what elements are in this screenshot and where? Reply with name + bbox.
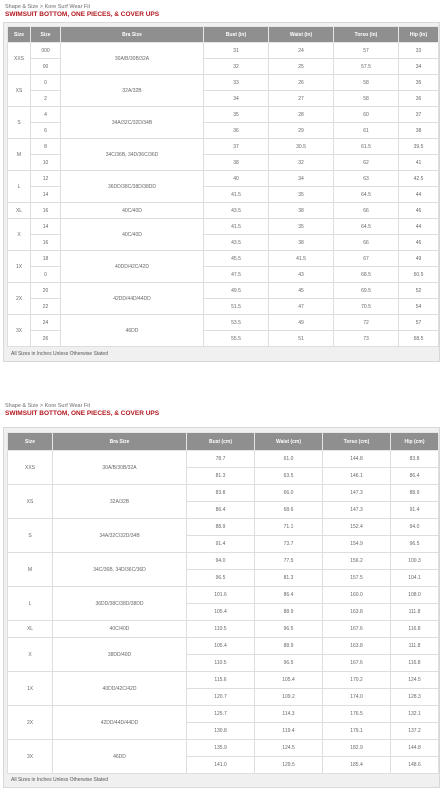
column-header: Hip (in) [399, 27, 439, 43]
waist-cell: 63.5 [255, 468, 323, 485]
table-row [8, 740, 439, 757]
bust-cell: 94.0 [187, 553, 255, 570]
column-header: Bust (cm) [187, 433, 255, 451]
column-header: Bra Size [61, 27, 204, 43]
torso-cell: 66 [334, 203, 399, 219]
hip-cell: 44 [399, 219, 439, 235]
bust-cell: 125.7 [187, 706, 255, 723]
column-header: Waist (cm) [255, 433, 323, 451]
size-label-cell: 3X [8, 740, 53, 774]
bust-cell: 55.5 [204, 331, 269, 347]
waist-cell: 38 [269, 235, 334, 251]
table-row [8, 315, 439, 331]
bust-cell: 105.4 [187, 638, 255, 655]
bust-cell: 45.5 [204, 251, 269, 267]
table-row [8, 587, 439, 604]
size-label-cell: S [8, 107, 31, 139]
hip-cell: 148.6 [391, 757, 439, 774]
size-number-cell: 10 [31, 155, 61, 171]
hip-cell: 34 [399, 59, 439, 75]
size-label-cell: M [8, 139, 31, 171]
table-row [8, 283, 439, 299]
column-header: Hip (cm) [391, 433, 439, 451]
torso-cell: 69.5 [334, 283, 399, 299]
bust-cell: 31 [204, 43, 269, 59]
hip-cell: 128.3 [391, 689, 439, 706]
hip-cell: 124.5 [391, 672, 439, 689]
table-row [8, 203, 439, 219]
torso-cell: 68.5 [334, 267, 399, 283]
bra-size-cell: 40DD/42C/42D [61, 251, 204, 283]
torso-cell: 58 [334, 75, 399, 91]
size-number-cell: 6 [31, 123, 61, 139]
torso-cell: 64.5 [334, 187, 399, 203]
breadcrumb: Shape & Size > Kore Surf Wear Fit [5, 403, 91, 409]
torso-cell: 182.9 [323, 740, 391, 757]
bust-cell: 41.5 [204, 219, 269, 235]
table-row [8, 171, 439, 187]
torso-cell: 152.4 [323, 519, 391, 536]
size-number-cell: 26 [31, 331, 61, 347]
waist-cell: 119.4 [255, 723, 323, 740]
size-table-inches [7, 26, 439, 347]
bra-size-cell: 42DD/44D/44DD [53, 706, 187, 740]
waist-cell: 105.4 [255, 672, 323, 689]
size-label-cell: 1X [8, 672, 53, 706]
bust-cell: 91.4 [187, 536, 255, 553]
bust-cell: 81.3 [187, 468, 255, 485]
table-header-row [8, 433, 439, 451]
column-header: Torso (in) [334, 27, 399, 43]
chart-heading: SWIMSUIT BOTTOM, ONE PIECES, & COVER UPS [5, 11, 160, 18]
hip-cell: 94.0 [391, 519, 439, 536]
units-note: All Sizes in Inches Unless Otherwise Stated [11, 351, 108, 357]
waist-cell: 88.9 [255, 604, 323, 621]
bust-cell: 41.5 [204, 187, 269, 203]
waist-cell: 38 [269, 203, 334, 219]
bust-cell: 51.5 [204, 299, 269, 315]
torso-cell: 147.3 [323, 502, 391, 519]
hip-cell: 36 [399, 91, 439, 107]
table-row [8, 553, 439, 570]
size-number-cell: 14 [31, 187, 61, 203]
table-row [8, 621, 439, 638]
bra-size-cell: 30A/B/30B/32A [61, 43, 204, 75]
hip-cell: 132.1 [391, 706, 439, 723]
chart-heading: SWIMSUIT BOTTOM, ONE PIECES, & COVER UPS [5, 410, 160, 417]
torso-cell: 176.5 [323, 706, 391, 723]
hip-cell: 88.9 [391, 485, 439, 502]
waist-cell: 68.6 [255, 502, 323, 519]
units-note: All Sizes in Inches Unless Otherwise Stated [11, 777, 108, 783]
size-number-cell: 4 [31, 107, 61, 123]
size-number-cell: 22 [31, 299, 61, 315]
size-number-cell: 2 [31, 91, 61, 107]
waist-cell: 34 [269, 171, 334, 187]
hip-cell: 37 [399, 107, 439, 123]
bust-cell: 47.5 [204, 267, 269, 283]
torso-cell: 163.8 [323, 638, 391, 655]
waist-cell: 96.5 [255, 621, 323, 638]
torso-cell: 72 [334, 315, 399, 331]
hip-cell: 96.5 [391, 536, 439, 553]
bust-cell: 110.5 [187, 621, 255, 638]
bust-cell: 88.9 [187, 519, 255, 536]
bust-cell: 34 [204, 91, 269, 107]
hip-cell: 91.4 [391, 502, 439, 519]
size-number-cell: 8 [31, 139, 61, 155]
waist-cell: 45 [269, 283, 334, 299]
torso-cell: 62 [334, 155, 399, 171]
bra-size-cell: 34A/32C/32D/34B [61, 107, 204, 139]
hip-cell: 50.5 [399, 267, 439, 283]
column-header: Waist (in) [269, 27, 334, 43]
size-chart-cm-section [3, 402, 440, 788]
size-number-cell: 18 [31, 251, 61, 267]
waist-cell: 96.5 [255, 655, 323, 672]
torso-cell: 147.3 [323, 485, 391, 502]
table-row [8, 219, 439, 235]
hip-cell: 58.5 [399, 331, 439, 347]
size-number-cell: 16 [31, 203, 61, 219]
bra-size-cell: 46DD [61, 315, 204, 347]
waist-cell: 51 [269, 331, 334, 347]
torso-cell: 185.4 [323, 757, 391, 774]
waist-cell: 35 [269, 219, 334, 235]
waist-cell: 35 [269, 187, 334, 203]
torso-cell: 167.6 [323, 655, 391, 672]
bra-size-cell: 40C/40D [61, 219, 204, 251]
bra-size-cell: 36DD/38C/38D/38DD [61, 171, 204, 203]
breadcrumb: Shape & Size > Kore Surf Wear Fit [5, 4, 91, 10]
table-row [8, 638, 439, 655]
waist-cell: 30.5 [269, 139, 334, 155]
hip-cell: 39.5 [399, 139, 439, 155]
bust-cell: 101.6 [187, 587, 255, 604]
size-number-cell: 16 [31, 235, 61, 251]
size-number-cell: 24 [31, 315, 61, 331]
bust-cell: 83.8 [187, 485, 255, 502]
size-label-cell: 3X [8, 315, 31, 347]
bra-size-cell: 36DD/38C/38D/38DD [53, 587, 187, 621]
bra-size-cell: 34C/36B, 34D/36C/36D [61, 139, 204, 171]
waist-cell: 114.3 [255, 706, 323, 723]
column-header: Size [8, 433, 53, 451]
torso-cell: 174.0 [323, 689, 391, 706]
torso-cell: 57 [334, 43, 399, 59]
torso-cell: 61 [334, 123, 399, 139]
size-number-cell: 14 [31, 219, 61, 235]
bust-cell: 43.5 [204, 203, 269, 219]
size-label-cell: XXS [8, 451, 53, 485]
bust-cell: 110.5 [187, 655, 255, 672]
size-label-cell: XXS [8, 43, 31, 75]
hip-cell: 86.4 [391, 468, 439, 485]
torso-cell: 64.5 [334, 219, 399, 235]
hip-cell: 104.1 [391, 570, 439, 587]
torso-cell: 167.6 [323, 621, 391, 638]
hip-cell: 111.8 [391, 604, 439, 621]
torso-cell: 73 [334, 331, 399, 347]
torso-cell: 146.1 [323, 468, 391, 485]
bust-cell: 78.7 [187, 451, 255, 468]
size-number-cell: 0 [31, 267, 61, 283]
bra-size-cell: 34C/36B, 34D/36C/36D [53, 553, 187, 587]
bust-cell: 40 [204, 171, 269, 187]
hip-cell: 52 [399, 283, 439, 299]
hip-cell: 100.3 [391, 553, 439, 570]
hip-cell: 57 [399, 315, 439, 331]
waist-cell: 47 [269, 299, 334, 315]
hip-cell: 35 [399, 75, 439, 91]
waist-cell: 71.1 [255, 519, 323, 536]
waist-cell: 77.5 [255, 553, 323, 570]
table-row [8, 139, 439, 155]
bra-size-cell: 32A/32B [53, 485, 187, 519]
bust-cell: 37 [204, 139, 269, 155]
hip-cell: 42.5 [399, 171, 439, 187]
torso-cell: 57.5 [334, 59, 399, 75]
table-row [8, 672, 439, 689]
bust-cell: 120.7 [187, 689, 255, 706]
hip-cell: 111.8 [391, 638, 439, 655]
hip-cell: 116.8 [391, 655, 439, 672]
bra-size-cell: 38DD/40D [53, 638, 187, 672]
bust-cell: 38 [204, 155, 269, 171]
bust-cell: 49.5 [204, 283, 269, 299]
hip-cell: 83.8 [391, 451, 439, 468]
waist-cell: 81.3 [255, 570, 323, 587]
hip-cell: 41 [399, 155, 439, 171]
hip-cell: 33 [399, 43, 439, 59]
torso-cell: 67 [334, 251, 399, 267]
table-header-row [8, 27, 439, 43]
waist-cell: 25 [269, 59, 334, 75]
column-header: Torso (cm) [323, 433, 391, 451]
torso-cell: 179.1 [323, 723, 391, 740]
bust-cell: 33 [204, 75, 269, 91]
waist-cell: 129.5 [255, 757, 323, 774]
hip-cell: 38 [399, 123, 439, 139]
column-header: Bust (in) [204, 27, 269, 43]
torso-cell: 60 [334, 107, 399, 123]
bust-cell: 115.6 [187, 672, 255, 689]
chart-panel [3, 22, 440, 362]
torso-cell: 70.5 [334, 299, 399, 315]
size-number-cell: 00 [31, 59, 61, 75]
table-row [8, 43, 439, 59]
size-label-cell: 2X [8, 706, 53, 740]
hip-cell: 49 [399, 251, 439, 267]
size-label-cell: 1X [8, 251, 31, 283]
waist-cell: 49 [269, 315, 334, 331]
table-row [8, 107, 439, 123]
bust-cell: 105.4 [187, 604, 255, 621]
column-header: Size [31, 27, 61, 43]
waist-cell: 124.5 [255, 740, 323, 757]
bust-cell: 135.9 [187, 740, 255, 757]
bra-size-cell: 40C/40D [53, 621, 187, 638]
table-row [8, 485, 439, 502]
waist-cell: 41.5 [269, 251, 334, 267]
size-label-cell: X [8, 219, 31, 251]
hip-cell: 54 [399, 299, 439, 315]
bra-size-cell: 42DD/44D/44DD [61, 283, 204, 315]
bra-size-cell: 40DD/42C/42D [53, 672, 187, 706]
waist-cell: 109.2 [255, 689, 323, 706]
torso-cell: 170.2 [323, 672, 391, 689]
waist-cell: 32 [269, 155, 334, 171]
torso-cell: 160.0 [323, 587, 391, 604]
size-label-cell: XS [8, 485, 53, 519]
bra-size-cell: 46DD [53, 740, 187, 774]
waist-cell: 73.7 [255, 536, 323, 553]
torso-cell: 63 [334, 171, 399, 187]
size-number-cell: 20 [31, 283, 61, 299]
hip-cell: 46 [399, 203, 439, 219]
waist-cell: 29 [269, 123, 334, 139]
bust-cell: 130.8 [187, 723, 255, 740]
size-table-cm [7, 432, 439, 774]
bust-cell: 36 [204, 123, 269, 139]
torso-cell: 61.5 [334, 139, 399, 155]
size-label-cell: XS [8, 75, 31, 107]
bust-cell: 53.5 [204, 315, 269, 331]
size-label-cell: X [8, 638, 53, 672]
hip-cell: 108.0 [391, 587, 439, 604]
size-chart-inches-section [3, 3, 440, 362]
table-row [8, 251, 439, 267]
hip-cell: 44 [399, 187, 439, 203]
chart-panel [3, 427, 440, 788]
waist-cell: 88.9 [255, 638, 323, 655]
waist-cell: 24 [269, 43, 334, 59]
size-label-cell: XL [8, 203, 31, 219]
bra-size-cell: 40C/40D [61, 203, 204, 219]
size-number-cell: 000 [31, 43, 61, 59]
table-row [8, 706, 439, 723]
waist-cell: 28 [269, 107, 334, 123]
bra-size-cell: 30A/B/30B/32A [53, 451, 187, 485]
torso-cell: 163.8 [323, 604, 391, 621]
waist-cell: 27 [269, 91, 334, 107]
hip-cell: 144.8 [391, 740, 439, 757]
bra-size-cell: 34A/32C/32D/34B [53, 519, 187, 553]
size-label-cell: 2X [8, 283, 31, 315]
table-row [8, 519, 439, 536]
size-label-cell: XL [8, 621, 53, 638]
torso-cell: 156.2 [323, 553, 391, 570]
hip-cell: 46 [399, 235, 439, 251]
torso-cell: 154.9 [323, 536, 391, 553]
torso-cell: 66 [334, 235, 399, 251]
waist-cell: 66.0 [255, 485, 323, 502]
bust-cell: 35 [204, 107, 269, 123]
size-number-cell: 12 [31, 171, 61, 187]
bust-cell: 43.5 [204, 235, 269, 251]
table-row [8, 451, 439, 468]
size-number-cell: 0 [31, 75, 61, 91]
table-row [8, 75, 439, 91]
column-header: Bra Size [53, 433, 187, 451]
bust-cell: 141.0 [187, 757, 255, 774]
size-label-cell: L [8, 587, 53, 621]
bust-cell: 86.4 [187, 502, 255, 519]
column-header: Size [8, 27, 31, 43]
bust-cell: 96.5 [187, 570, 255, 587]
bra-size-cell: 32A/32B [61, 75, 204, 107]
torso-cell: 58 [334, 91, 399, 107]
size-label-cell: L [8, 171, 31, 203]
torso-cell: 144.8 [323, 451, 391, 468]
waist-cell: 86.4 [255, 587, 323, 604]
size-label-cell: M [8, 553, 53, 587]
bust-cell: 32 [204, 59, 269, 75]
waist-cell: 43 [269, 267, 334, 283]
size-label-cell: S [8, 519, 53, 553]
torso-cell: 157.5 [323, 570, 391, 587]
waist-cell: 26 [269, 75, 334, 91]
hip-cell: 137.2 [391, 723, 439, 740]
waist-cell: 61.0 [255, 451, 323, 468]
hip-cell: 116.8 [391, 621, 439, 638]
